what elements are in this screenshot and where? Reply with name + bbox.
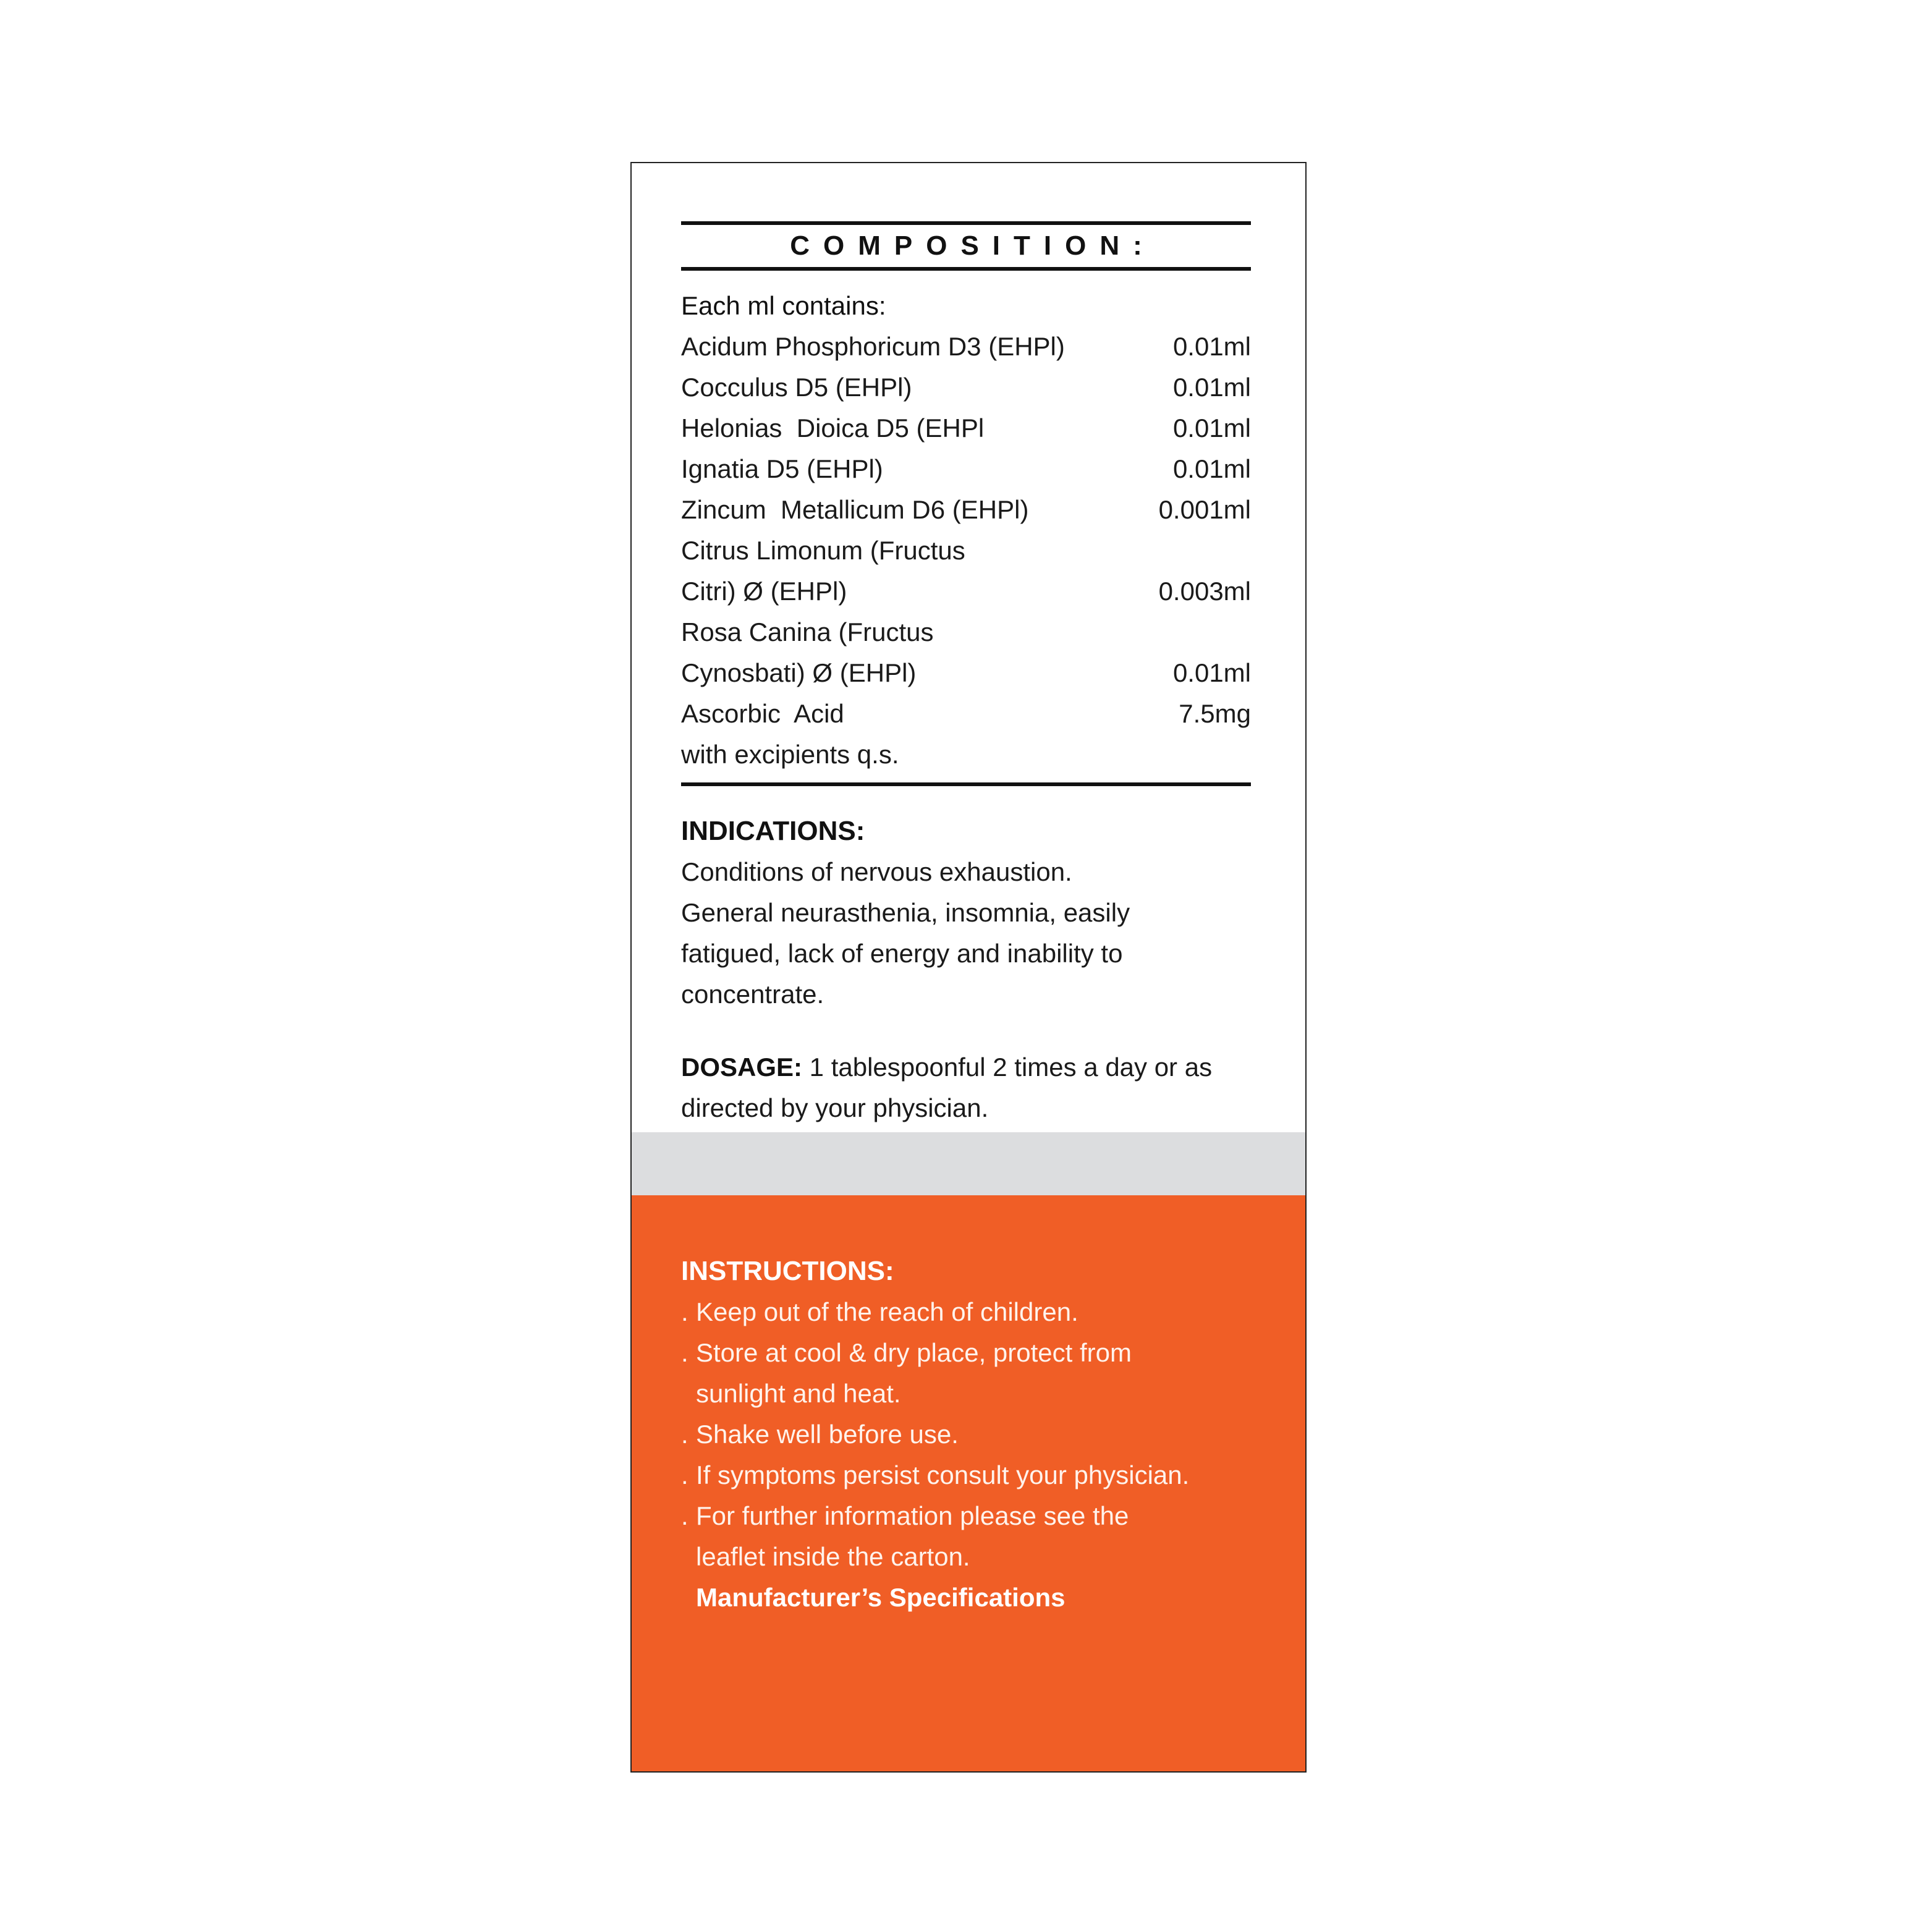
indications-section bbox=[681, 811, 1251, 1015]
ingredient-row bbox=[681, 367, 1251, 408]
ingredient-name: Citrus Limonum (Fructus bbox=[681, 536, 965, 565]
ingredient-name: Zincum Metallicum D6 (EHPl) bbox=[681, 495, 1029, 524]
bullet-dot: . bbox=[681, 1460, 688, 1489]
dosage-section bbox=[681, 1047, 1251, 1129]
ingredient-name: Cocculus D5 (EHPl) bbox=[681, 373, 912, 402]
dosage-text: 1 tablespoonful 2 times a day or as bbox=[802, 1053, 1213, 1082]
ingredient-amount: 0.01ml bbox=[1172, 413, 1251, 443]
ingredient-amount: 0.01ml bbox=[1172, 454, 1251, 483]
ingredient-name: Acidum Phosphoricum D3 (EHPl) bbox=[681, 332, 1065, 361]
composition-bottom-rule bbox=[681, 782, 1251, 786]
instruction-text: leaflet inside the carton. bbox=[696, 1542, 970, 1571]
composition-title-rule bbox=[681, 267, 1251, 271]
ingredient-name: Ascorbic Acid bbox=[681, 699, 844, 728]
instruction-item bbox=[681, 1292, 1262, 1332]
indications-line: concentrate. bbox=[681, 980, 824, 1009]
composition-intro: Each ml contains: bbox=[681, 291, 886, 320]
instructions-section bbox=[681, 1251, 1262, 1618]
ingredient-amount: 0.003ml bbox=[1158, 577, 1251, 606]
ingredient-row bbox=[681, 489, 1251, 530]
instructions-panel bbox=[632, 1195, 1305, 1773]
ingredient-name: Ignatia D5 (EHPl) bbox=[681, 454, 883, 483]
instructions-heading: INSTRUCTIONS: bbox=[681, 1256, 894, 1286]
ingredient-row bbox=[681, 449, 1251, 489]
dosage-line bbox=[681, 1047, 1251, 1088]
ingredient-row bbox=[681, 571, 1251, 612]
instruction-text: sunlight and heat. bbox=[696, 1379, 901, 1408]
ingredient-row bbox=[681, 530, 1251, 571]
instruction-item-continued bbox=[681, 1373, 1262, 1414]
bullet-dot: . bbox=[681, 1501, 688, 1530]
composition-section bbox=[681, 221, 1251, 786]
ingredient-name: Citri) Ø (EHPl) bbox=[681, 577, 847, 606]
instruction-item bbox=[681, 1332, 1262, 1373]
dosage-line: directed by your physician. bbox=[681, 1093, 989, 1122]
instruction-item bbox=[681, 1455, 1262, 1496]
ingredient-amount: 0.01ml bbox=[1172, 658, 1251, 687]
label-panel bbox=[630, 162, 1307, 1773]
instruction-text: Keep out of the reach of children. bbox=[696, 1297, 1078, 1326]
ingredient-name: Rosa Canina (Fructus bbox=[681, 617, 934, 646]
instruction-text: If symptoms persist consult your physician. bbox=[696, 1460, 1190, 1489]
ingredient-amount: 0.01ml bbox=[1172, 373, 1251, 402]
ingredient-row bbox=[681, 653, 1251, 693]
instruction-item bbox=[681, 1496, 1262, 1536]
indications-line: Conditions of nervous exhaustion. bbox=[681, 857, 1072, 886]
bullet-dot: . bbox=[681, 1338, 688, 1367]
ingredient-amount: 0.001ml bbox=[1158, 495, 1251, 524]
excipients-note: with excipients q.s. bbox=[681, 740, 899, 769]
bullet-dot: . bbox=[681, 1297, 688, 1326]
ingredient-row bbox=[681, 326, 1251, 367]
instruction-text: Shake well before use. bbox=[696, 1420, 959, 1449]
instruction-text: For further information please see the bbox=[696, 1501, 1129, 1530]
ingredient-amount: 7.5mg bbox=[1179, 699, 1251, 728]
instruction-item bbox=[681, 1414, 1262, 1455]
ingredient-row bbox=[681, 408, 1251, 449]
manufacturer-specifications: Manufacturer’s Specifications bbox=[696, 1583, 1066, 1612]
instruction-text: Store at cool & dry place, protect from bbox=[696, 1338, 1132, 1367]
indications-line: General neurasthenia, insomnia, easily bbox=[681, 898, 1130, 927]
instruction-item-continued bbox=[681, 1536, 1262, 1577]
ingredient-name: Cynosbati) Ø (EHPl) bbox=[681, 658, 917, 687]
ingredient-row bbox=[681, 612, 1251, 653]
composition-title: COMPOSITION: bbox=[790, 231, 1156, 261]
indications-line: fatigued, lack of energy and inability to bbox=[681, 939, 1123, 968]
ingredient-row bbox=[681, 693, 1251, 734]
ingredient-name: Helonias Dioica D5 (EHPl bbox=[681, 413, 985, 443]
bullet-dot: . bbox=[681, 1420, 688, 1449]
dosage-label: DOSAGE: bbox=[681, 1053, 803, 1082]
grey-band bbox=[632, 1132, 1305, 1195]
indications-heading: INDICATIONS: bbox=[681, 816, 865, 846]
ingredient-amount: 0.01ml bbox=[1172, 332, 1251, 361]
